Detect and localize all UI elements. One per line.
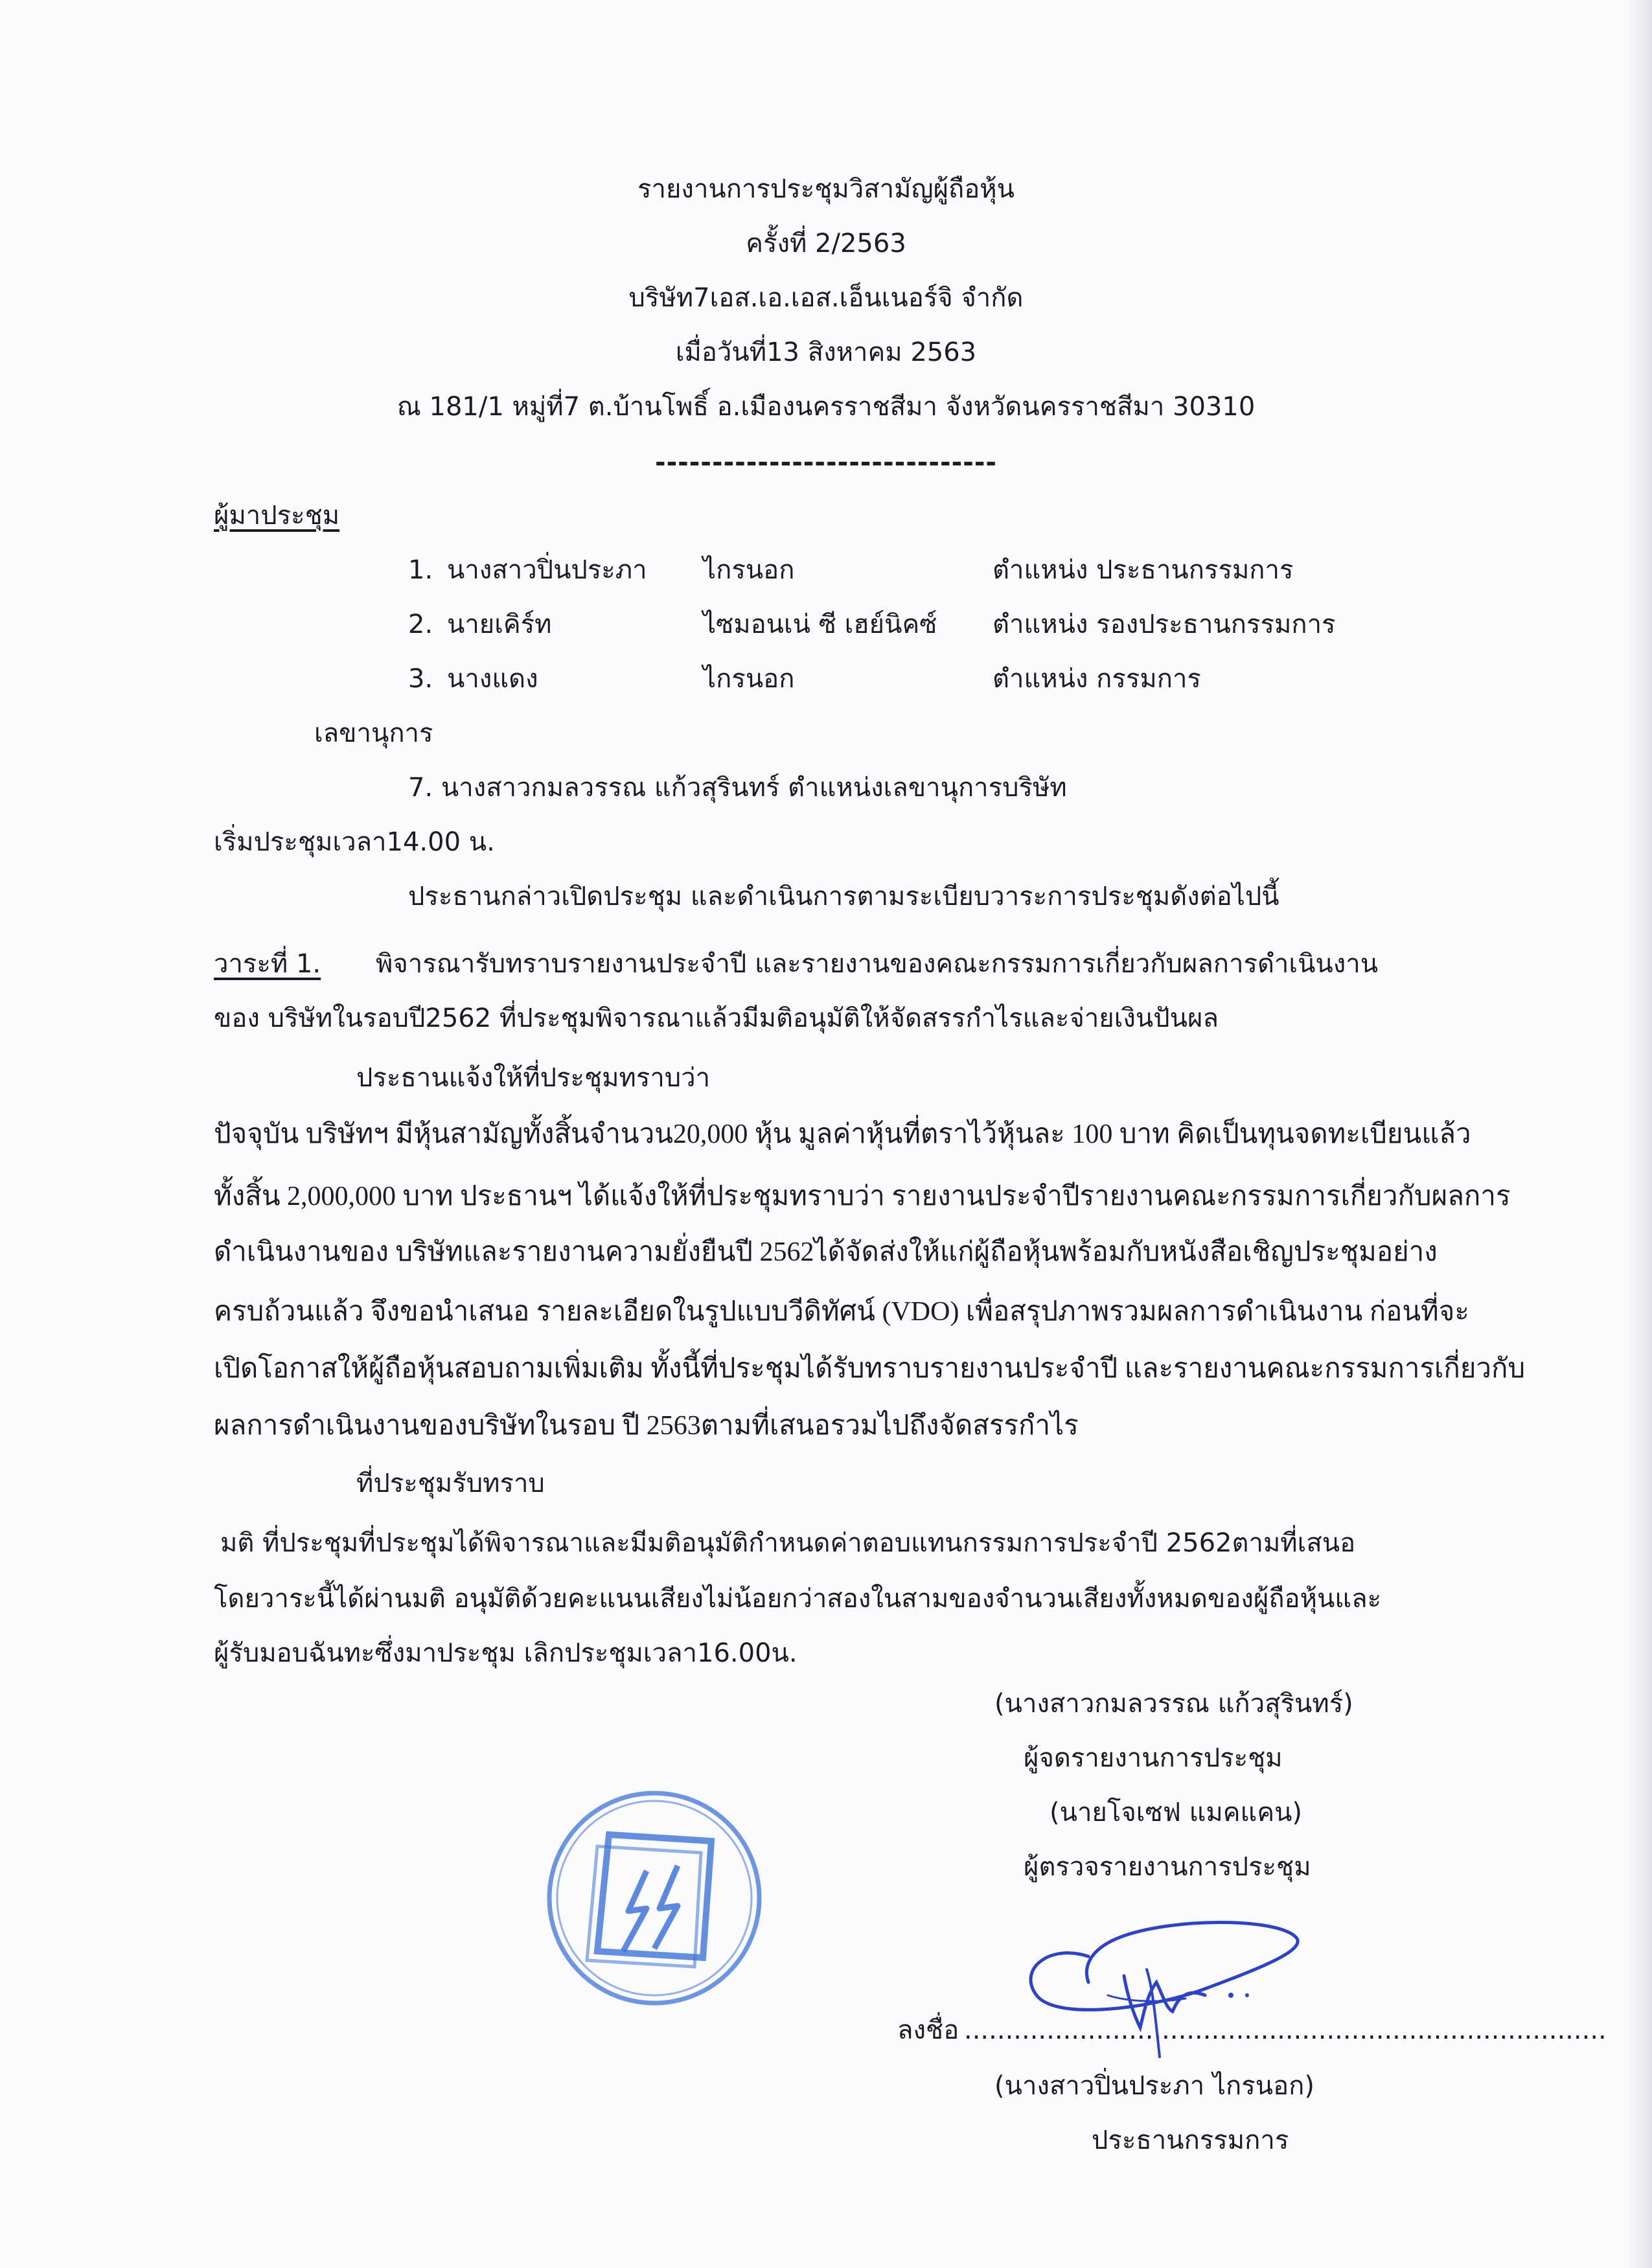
- reviewer-role: ผู้ตรวจรายงานการประชุม: [1024, 1852, 1311, 1882]
- attendee-1-position: ตำแหน่ง ประธานกรรมการ: [992, 555, 1294, 585]
- report-title: รายงานการประชุมวิสามัญผู้ถือหุ้น: [637, 174, 1015, 204]
- company-stamp: [538, 1781, 771, 2015]
- attendee-3-position: ตำแหน่ง กรรมการ: [992, 664, 1201, 694]
- attendee-2-first-name: นายเคิร์ท: [447, 610, 552, 639]
- attendee-2-position: ตำแหน่ง รองประธานกรรมการ: [992, 610, 1336, 639]
- attendee-3-number: 3.: [408, 664, 433, 694]
- agenda-1-body-line-5: เปิดโอกาสให้ผู้ถือหุ้นสอบถามเพิ่มเติม ทั้งนี้ที่ประชุมได้รับทราบรายงานประจำปี และรายงานคณะกรรมการเกี่ยวกับ: [214, 1354, 1526, 1384]
- attendees-heading: ผู้มาประชุม: [214, 501, 340, 531]
- chair-opening-statement: ประธานกล่าวเปิดประชุม และดำเนินการตามระเบียบวาระการประชุมดังต่อไปนี้: [408, 882, 1279, 911]
- meeting-date: เมื่อวันที่13 สิงหาคม 2563: [675, 338, 977, 367]
- company-name: บริษัท7เอส.เอ.เอส.เอ็นเนอร์จิ จำกัด: [628, 283, 1024, 313]
- resolution-line-2: โดยวาระนี้ได้ผ่านมติ อนุมัติด้วยคะแนนเสียงไม่น้อยกว่าสองในสามของจำนวนเสียงทั้งหมดของผู้ถือหุ้นและ: [214, 1584, 1382, 1614]
- attendee-2-number: 2.: [408, 610, 433, 639]
- attendee-1-last-name: ไกรนอก: [703, 555, 795, 585]
- attendee-1-first-name: นางสาวปิ่นประภา: [447, 555, 647, 585]
- chair-name: (นางสาวปิ่นประภา ไกรนอก): [994, 2071, 1314, 2101]
- agenda-1-body-line-6: ผลการดำเนินงานของบริษัทในรอบ ปี 2563ตามที่เสนอรวมไปถึงจัดสรรกำไร: [214, 1411, 1079, 1441]
- chair-informs: ประธานแจ้งให้ที่ประชุมทราบว่า: [356, 1063, 711, 1093]
- agenda-1-body-line-3: ดำเนินงานของ บริษัทและรายงานความยั่งยืนปี 2562ได้จัดส่งให้แก่ผู้ถือหุ้นพร้อมกับหนังสือเชิญประชุมอย่าง: [214, 1237, 1438, 1267]
- meeting-number: ครั้งที่ 2/2563: [746, 229, 906, 258]
- recorder-role: ผู้จดรายงานการประชุม: [1024, 1743, 1283, 1773]
- meeting-acknowledged: ที่ประชุมรับทราบ: [356, 1469, 545, 1498]
- secretary-line: 7. นางสาวกมลวรรณ แก้วสุรินทร์ ตำแหน่งเลขานุการบริษัท: [408, 773, 1067, 803]
- agenda-1-label: วาระที่ 1.: [214, 949, 321, 979]
- recorder-name: (นางสาวกมลวรรณ แก้วสุรินทร์): [994, 1689, 1353, 1719]
- attendee-2-last-name: ไซมอนเน่ ซี เฮย์นิคซ์: [703, 610, 937, 639]
- resolution-line-3: ผู้รับมอบฉันทะซึ่งมาประชุม เลิกประชุมเวลา16.00น.: [214, 1638, 797, 1668]
- resolution-line-1: มติ ที่ประชุมที่ประชุมได้พิจารณาและมีมติอนุมัติกำหนดค่าตอบแทนกรรมการประจำปี 2562ตามที่เสนอ: [220, 1528, 1356, 1558]
- sign-line: ..............................................................................: [964, 2015, 1607, 2045]
- attendee-3-first-name: นางแดง: [447, 664, 538, 694]
- sign-label: ลงชื่อ: [897, 2015, 959, 2045]
- meeting-start-time: เริ่มประชุมเวลา14.00 น.: [214, 827, 495, 857]
- reviewer-name: (นายโจเซฟ แมคแคน): [1050, 1798, 1303, 1827]
- agenda-1-body-line-1: ปัจจุบัน บริษัทฯ มีหุ้นสามัญทั้งสิ้นจำนวน20,000 หุ้น มูลค่าหุ้นที่ตราไว้หุ้นละ 100 บาท คิดเป็นทุนจดทะเบียนแล้ว: [214, 1119, 1471, 1149]
- chair-signature: [1011, 1898, 1322, 2067]
- agenda-1-body-line-2: ทั้งสิ้น 2,000,000 บาท ประธานฯ ได้แจ้งให้ที่ประชุมทราบว่า รายงานประจำปีรายงานคณะกรรมการเกี่ยวกับผลการ: [214, 1182, 1511, 1211]
- attendee-3-last-name: ไกรนอก: [703, 664, 795, 694]
- agenda-1-line-1: พิจารณารับทราบรายงานประจำปี และรายงานของคณะกรรมการเกี่ยวกับผลการดำเนินงาน: [376, 949, 1379, 979]
- attendee-1-number: 1.: [408, 555, 433, 585]
- chair-role: ประธานกรรมการ: [1092, 2125, 1289, 2155]
- header-divider: ------------------------------: [654, 448, 998, 477]
- agenda-1-body-line-4: ครบถ้วนแล้ว จึงขอนำเสนอ รายละเอียดในรูปแบบวีดิทัศน์ (VDO) เพื่อสรุปภาพรวมผลการดำเนินงาน ก่อนที่จะ: [214, 1297, 1469, 1327]
- secretary-heading: เลขานุการ: [314, 718, 433, 748]
- meeting-venue: ณ 181/1 หมู่ที่7 ต.บ้านโพธิ์ อ.เมืองนครราชสีมา จังหวัดนครราชสีมา 30310: [396, 392, 1256, 422]
- agenda-1-line-2: ของ บริษัทในรอบปี2562 ที่ประชุมพิจารณาแล้วมีมติอนุมัติให้จัดสรรกำไรและจ่ายเงินปันผล: [214, 1003, 1219, 1033]
